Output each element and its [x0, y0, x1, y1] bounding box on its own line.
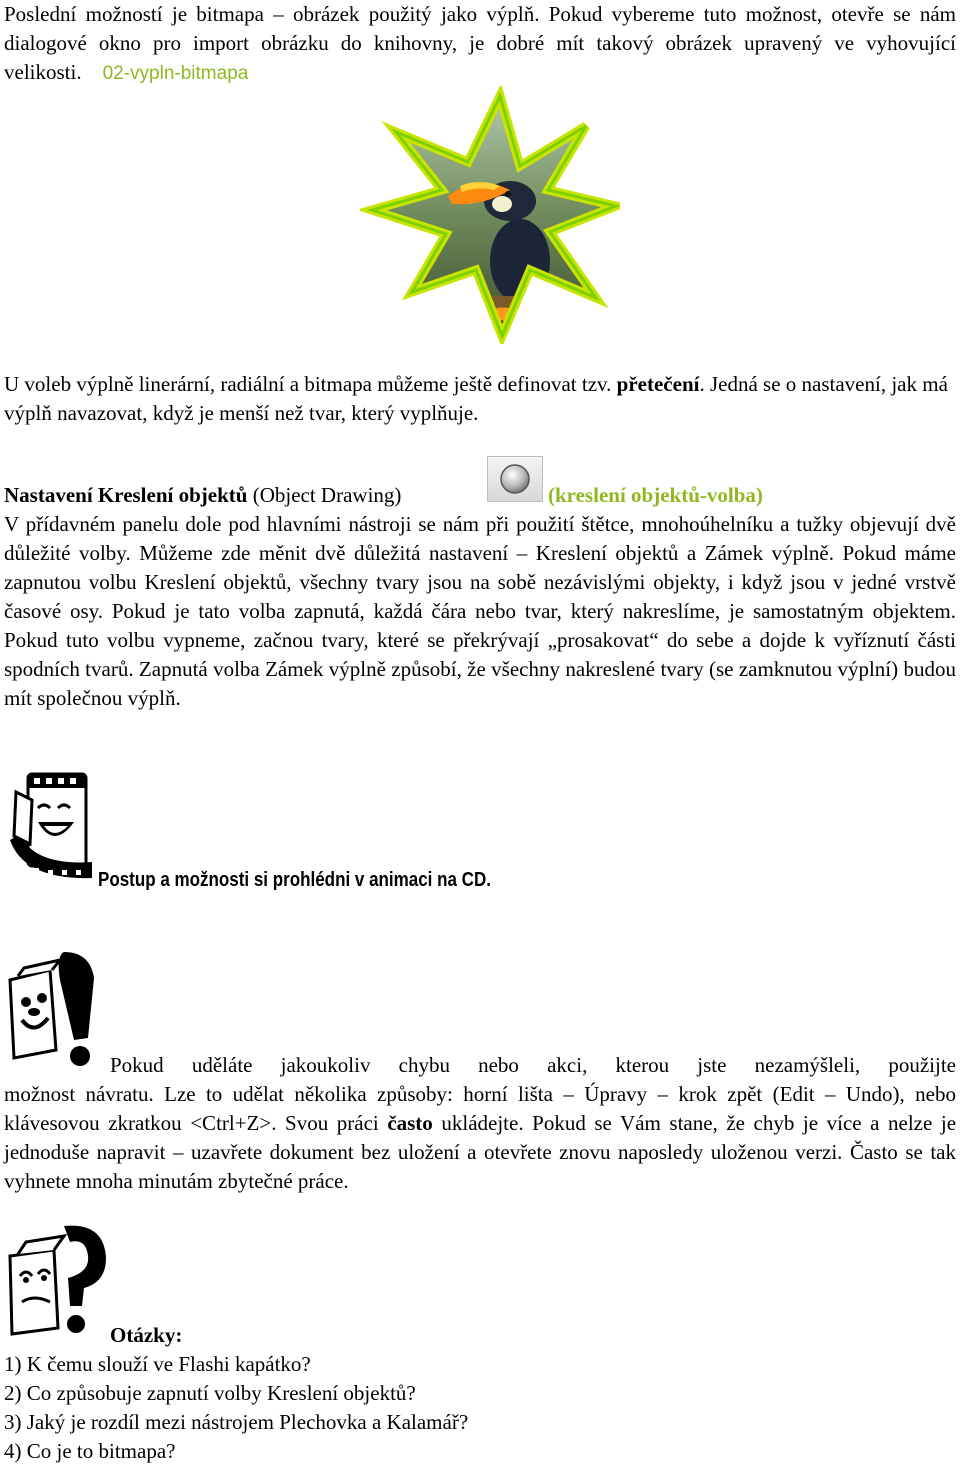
question-item: 2) Co způsobuje zapnutí volby Kreslení objektů?	[4, 1381, 416, 1405]
questions-title: Otázky:	[110, 1323, 183, 1347]
object-drawing-icon	[487, 456, 543, 502]
undo-paragraph	[4, 1080, 956, 1196]
film-mascot-icon	[4, 770, 96, 888]
undo-emphasis: často	[387, 1111, 433, 1135]
undo-text-b: ukládejte. Pokud se Vám stane, že chyb je více a nelze je jednoduše napravit – uzavřete dokument bez uložení a otevřete znovu naposledy uloženou verzi. Často se tak vyhnete mnoha minutám zbytečné práce.	[4, 1111, 957, 1193]
overflow-paragraph: U voleb výplně linerární, radiální a bitmapa můžeme ještě definovat tzv. přetečení. Jedná se o nastavení, jak má výplň navazovat, když je menší než tvar, který vyplňuje.	[4, 372, 948, 425]
object-drawing-heading	[4, 481, 956, 510]
question-item: 4) Co je to bitmapa?	[4, 1439, 176, 1463]
exclamation-mascot-icon	[4, 950, 96, 1068]
object-drawing-english: (Object Drawing)	[252, 483, 402, 507]
overflow-term: přetečení	[616, 372, 700, 396]
object-drawing-note: (kreslení objektů-volba)	[548, 483, 763, 507]
figure-reference: 02-vypln-bitmapa	[102, 63, 249, 84]
overflow-text-before: U voleb výplně linerární, radiální a bitmapa můžeme ještě definovat tzv.	[4, 372, 612, 396]
object-drawing-title: Nastavení Kreslení objektů	[4, 483, 248, 507]
intro-paragraph	[4, 0, 956, 88]
undo-text-a: možnost návratu. Lze to udělat několika způsoby: horní lišta – Úpravy – krok zpět (Edit – Undo), nebo klávesovou zkratkou <Ctrl+Z>. Svou práci	[4, 1082, 956, 1135]
intro-text: Poslední možností je bitmapa – obrázek použitý jako výplň. Pokud vybereme tuto možnost, otevře se nám dialogové okno pro import obrázku do knihovny, je dobré mít takový obrázek upravený ve vyhovující velikosti.	[4, 2, 956, 84]
object-drawing-paragraph: V přídavném panelu dole pod hlavními nástroji se nám při použití štětce, mnohoúhelníku a tužky objevují dvě důležité volby. Můžeme zde měnit dvě důležitá nastavení – Kreslení objektů a Zámek výplně. Pokud máme zapnutou volbu Kreslení objektů, všechny tvary jsou na sobě nezávislými objekty, i když jsou v jedné vrstvě časové osy. Pokud je tato volba zapnutá, každá čára nebo tvar, který nakreslíme, je samostatným objektem. Pokud tuto volbu vypneme, začnou tvary, které se překrývají „prosakovat“ do sebe a dojde k vyříznutí části spodních tvarů. Zapnutá volba Zámek výplně způsobí, že všechny nakreslené tvary (se zamknutou výplní) budou mít společnou výplň.	[4, 512, 956, 710]
question-item: 3) Jaký je rozdíl mezi nástrojem Plechovka a Kalamář?	[4, 1410, 469, 1434]
questions-list	[4, 1350, 468, 1466]
animation-note: Postup a možnosti si prohlédni v animaci na CD.	[98, 869, 491, 891]
question-item: 1) K čemu slouží ve Flashi kapátko?	[4, 1352, 311, 1376]
question-mascot-icon	[4, 1222, 108, 1342]
undo-paragraph-first-line: Pokud uděláte jakoukoliv chybu nebo akci, kterou jste nezamýšleli, použijte	[110, 1053, 956, 1077]
star-toucan-image	[360, 86, 620, 344]
overflow-text-after: Jedná se o nastavení, jak má výplň navazovat, když je menší než tvar, který vyplňuje.	[4, 372, 948, 425]
